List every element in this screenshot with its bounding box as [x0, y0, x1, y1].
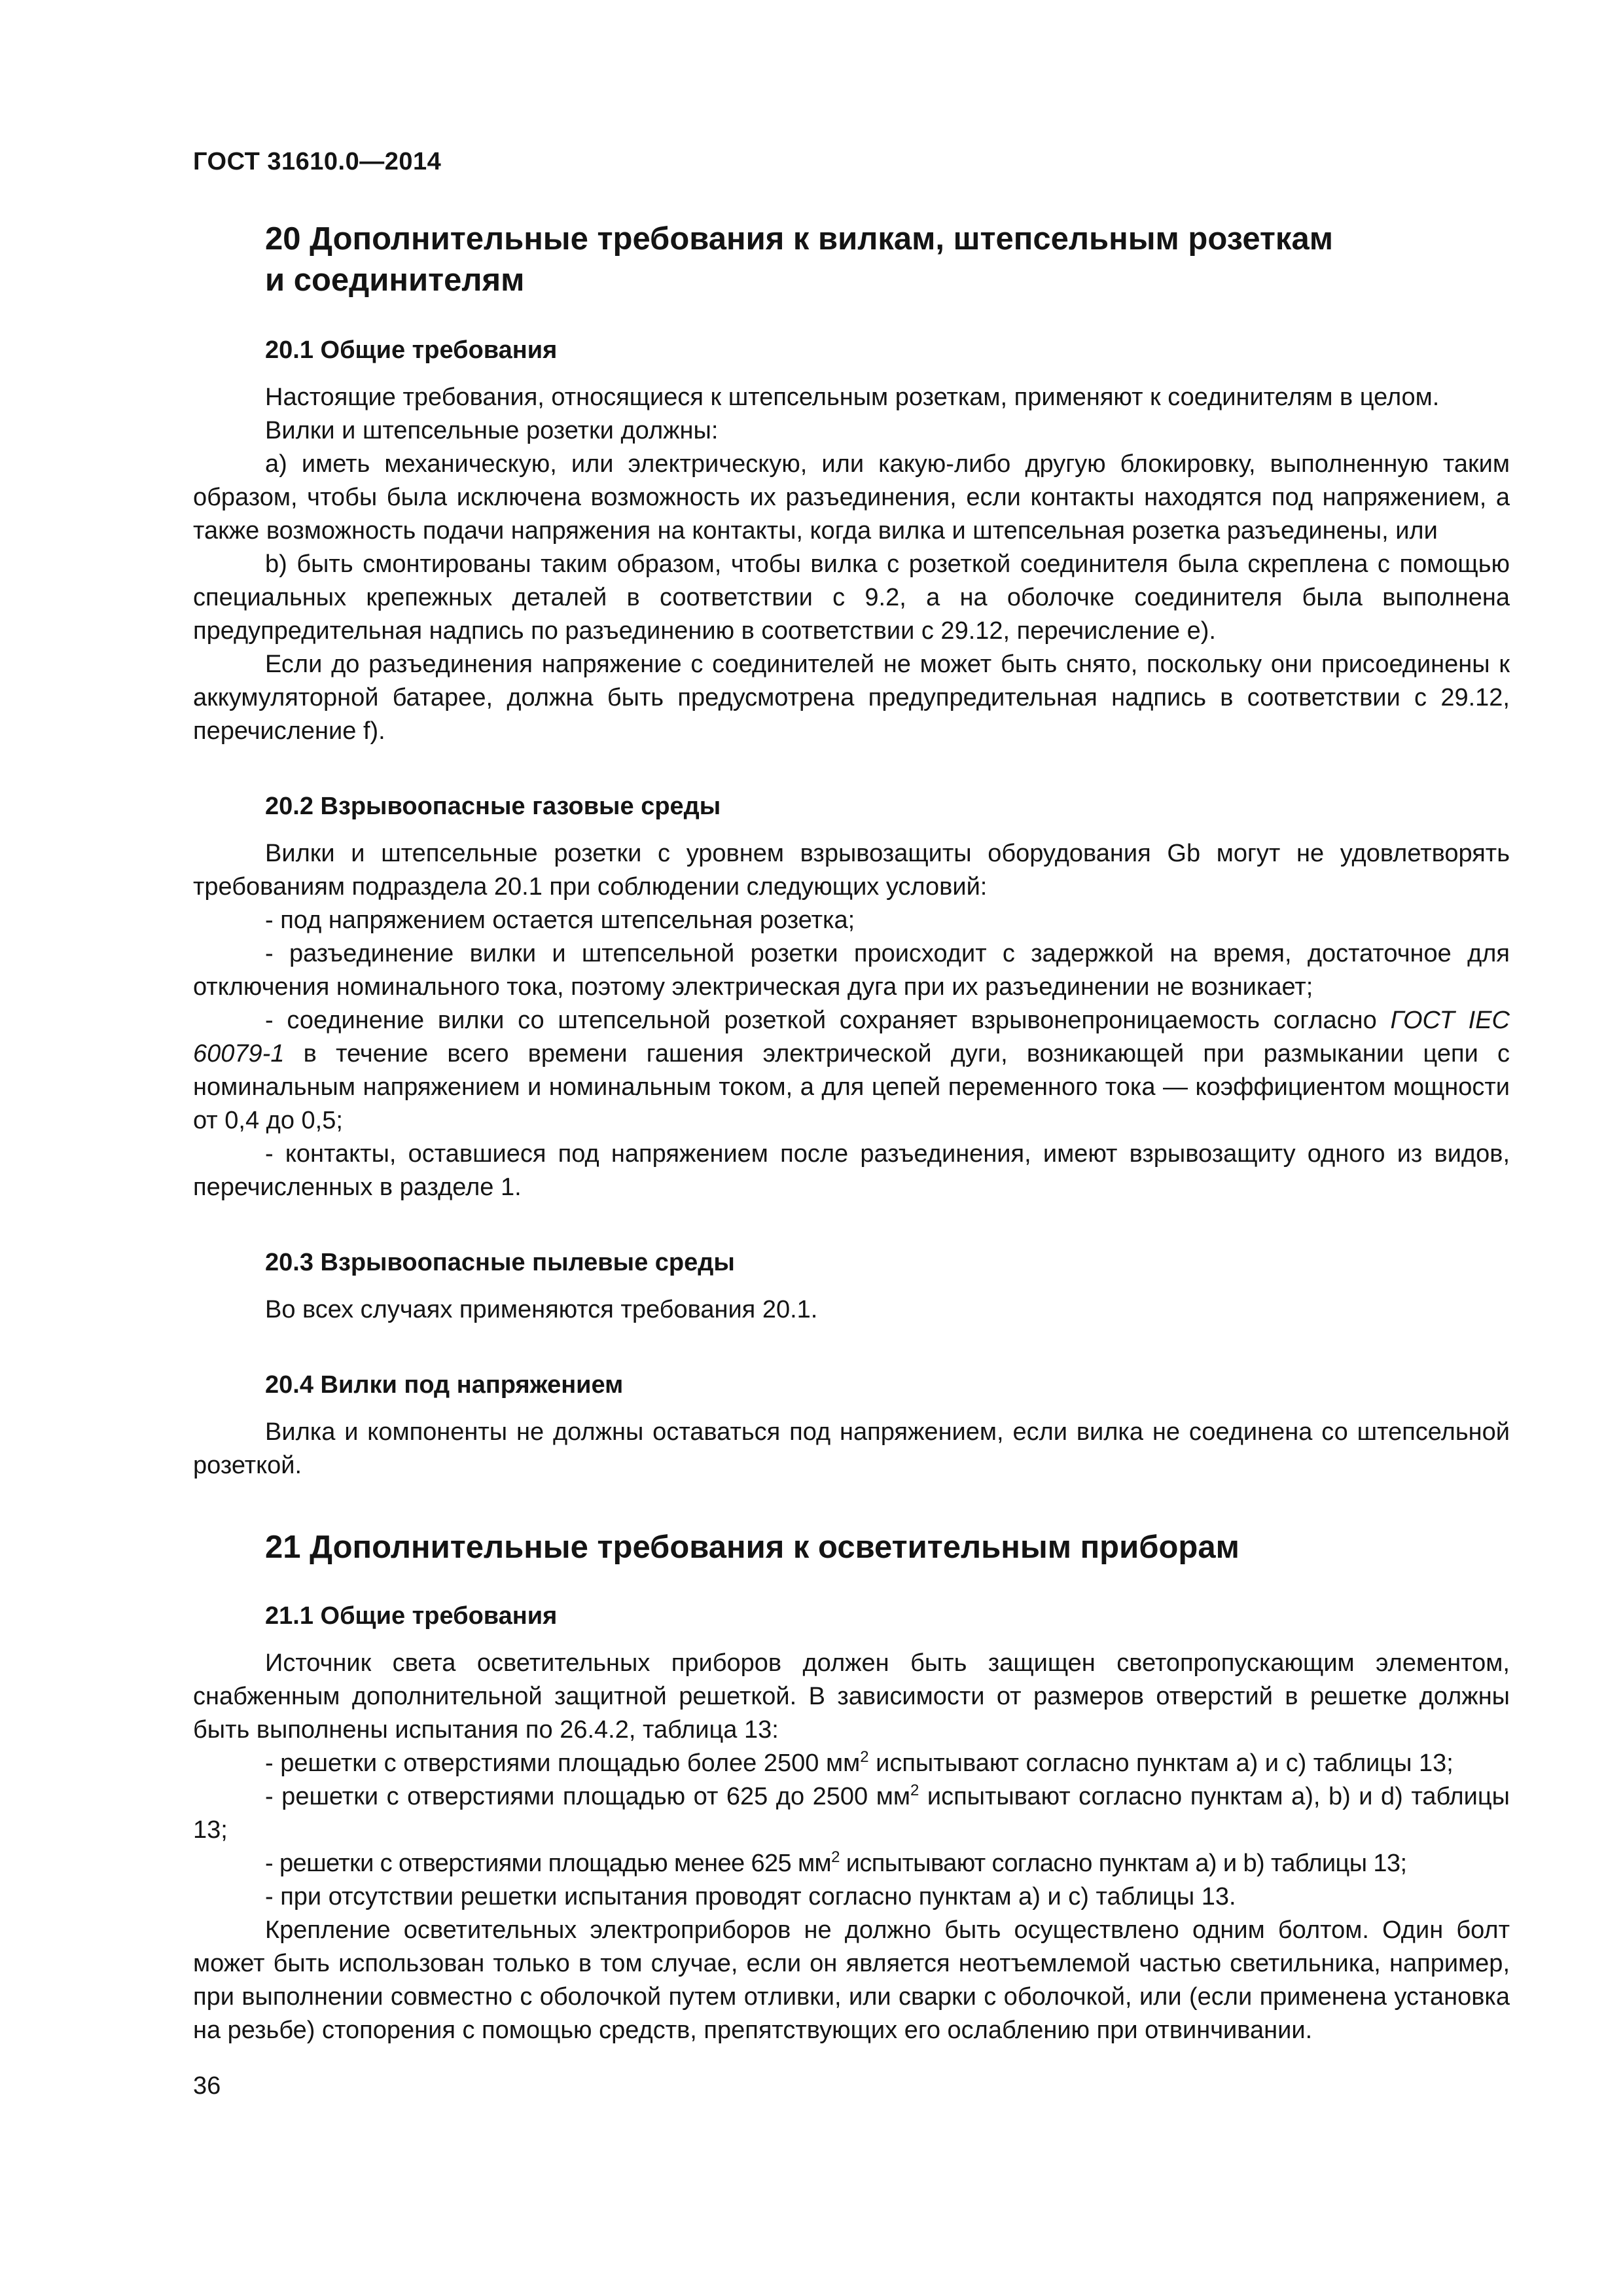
paragraph-20-1-a: а) иметь механическую, или электрическую, или какую-либо другую блокировку, выполненную таким образом, чтобы была исключена возможность их разъединения, если контакты находятся под напряжением, а также возможность подачи напряжения на контакты, когда вилка и штепсельная розетка разъединены, или [193, 450, 1510, 545]
document-code-header: ГОСТ 31610.0—2014 [193, 148, 442, 175]
list-item-21-1-2 [193, 1780, 1510, 1847]
page-content [193, 219, 1510, 2047]
list-item-20-2-3-start: - соединение вилки со штепсельной розеткой сохраняет взрывонепроницаемость согласно [265, 1007, 1391, 1034]
superscript: 2 [910, 1782, 919, 1799]
section-20-title-line1: 20 Дополнительные требования к вилкам, штепсельным розеткам [265, 221, 1333, 257]
list-item-20-2-1: - под напряжением остается штепсельная розетка; [265, 906, 855, 934]
paragraph-20-1-2: Вилки и штепсельные розетки должны: [265, 417, 719, 444]
list-item-21-1-2-end: испытывают согласно пунктам а), b) и d) таблицы 13; [193, 1783, 1510, 1844]
paragraph-20-4-1: Вилка и компоненты не должны оставаться под напряжением, если вилка не соединена со штепсельной розеткой. [193, 1418, 1510, 1479]
section-20-title-line2: и соединителям [265, 262, 525, 298]
list-item-20-2-2: - разъединение вилки и штепсельной розетки происходит с задержкой на время, достаточное для отключения номинального тока, поэтому электрическая дуга при их разъединении не возникает; [193, 940, 1510, 1001]
superscript: 2 [860, 1748, 869, 1766]
subsection-20-1-title: 20.1 Общие требования [265, 336, 558, 364]
document-page [193, 0, 1510, 2296]
list-item-20-2-4: - контакты, оставшиеся под напряжением после разъединения, имеют взрывозащиту одного из видов, перечисленных в разделе 1. [193, 1140, 1510, 1201]
paragraph-20-3-1: Во всех случаях применяются требования 20.1. [265, 1296, 818, 1323]
subsection-20-2-title: 20.2 Взрывоопасные газовые среды [265, 793, 721, 820]
list-item-20-2-3 [193, 1004, 1510, 1138]
list-item-21-1-3 [193, 1847, 1510, 1880]
list-item-21-1-4: - при отсутствии решетки испытания проводят согласно пунктам а) и с) таблицы 13. [265, 1883, 1236, 1910]
paragraph-20-2-1: Вилки и штепсельные розетки с уровнем взрывозащиты оборудования Gb могут не удовлетворять требованиям подраздела 20.1 при соблюдении следующих условий: [193, 840, 1510, 901]
list-item-20-2-3-end: в течение всего времени гашения электрической дуги, возникающей при размыкании цепи с номинальным напряжением и номинальным током, а для цепей переменного тока — коэффициентом мощности от 0,4 до 0,5; [193, 1040, 1510, 1134]
paragraph-21-1-1: Источник света осветительных приборов должен быть защищен светопропускающим элементом, снабженным дополнительной защитной решеткой. В зависимости от размеров отверстий в решетке должны быть выполнены испытания по 26.4.2, таблица 13: [193, 1649, 1510, 1744]
list-item-21-1-3-start: - решетки с отверстиями площадью менее 625 мм [265, 1850, 832, 1877]
subsection-20-4-title: 20.4 Вилки под напряжением [265, 1371, 624, 1399]
list-item-21-1-1-start: - решетки с отверстиями площадью более 2500 мм [265, 1749, 861, 1777]
paragraph-21-1-2: Крепление осветительных электроприборов не должно быть осуществлено одним болтом. Один болт может быть использован только в том случае, если он является неотъемлемой частью светильника, например, при выполнении совместно с оболочкой путем отливки, или сварки с оболочкой, или (если применена установка на резьбе) стопорения с помощью средств, препятствующих его ослаблению при отвинчивании. [193, 1916, 1510, 2044]
paragraph-20-1-1: Настоящие требования, относящиеся к штепсельным розеткам, применяют к соединителям в целом. [265, 384, 1440, 411]
page-number: 36 [193, 2072, 221, 2100]
list-item-21-1-2-start: - решетки с отверстиями площадью от 625 до 2500 мм [265, 1783, 910, 1810]
list-item-21-1-1-end: испытывают согласно пунктам а) и с) таблицы 13; [868, 1749, 1454, 1777]
paragraph-20-1-b: b) быть смонтированы таким образом, чтобы вилка с розеткой соединителя была скреплена с помощью специальных крепежных деталей в соответствии с 9.2, а на оболочке соединителя была выполнена предупредительная надпись по разъединению в соответствии с 29.12, перечисление е). [193, 550, 1510, 645]
section-21-title: 21 Дополнительные требования к осветительным приборам [265, 1530, 1240, 1565]
superscript: 2 [831, 1848, 840, 1866]
subsection-21-1-title: 21.1 Общие требования [265, 1602, 558, 1630]
list-item-21-1-3-end: испытывают согласно пунктам а) и b) таблицы 13; [839, 1850, 1407, 1877]
list-item-21-1-1 [193, 1747, 1510, 1780]
standard-reference: ГОСТ IEC 60079-1 [193, 1007, 1510, 1067]
paragraph-20-1-3: Если до разъединения напряжение с соединителей не может быть снято, поскольку они присоединены к аккумуляторной батарее, должна быть предусмотрена предупредительная надпись в соответствии с 29.12, перечисление f). [193, 651, 1510, 745]
subsection-20-3-title: 20.3 Взрывоопасные пылевые среды [265, 1249, 735, 1276]
section-20-title [265, 219, 1510, 301]
